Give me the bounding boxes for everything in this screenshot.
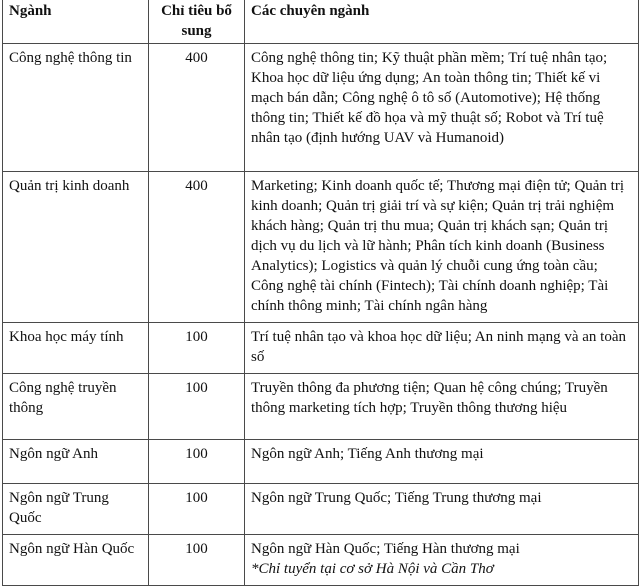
major-cell: Quản trị kinh doanh <box>3 172 149 323</box>
quota-cell: 400 <box>149 44 245 172</box>
table-row <box>3 440 639 484</box>
table-row <box>3 484 639 535</box>
table-header-row <box>3 0 639 44</box>
header-major: Ngành <box>3 0 149 44</box>
table-row <box>3 323 639 374</box>
specializations-text: Ngôn ngữ Hàn Quốc; Tiếng Hàn thương mại <box>251 541 520 557</box>
major-cell: Công nghệ thông tin <box>3 44 149 172</box>
quota-cell: 100 <box>149 440 245 484</box>
quota-cell: 400 <box>149 172 245 323</box>
table-row <box>3 172 639 323</box>
specializations-cell: Công nghệ thông tin; Kỹ thuật phần mềm; Trí tuệ nhân tạo; Khoa học dữ liệu ứng dụng; An toàn thông tin; Thiết kế vi mạch bán dẫn; Công nghệ ô tô số (Automotive); Hệ thống thông tin; Thiết kế đồ họa và mỹ thuật số; Robot và Trí tuệ nhân tạo (định hướng UAV và Humanoid) <box>245 44 639 172</box>
campus-note: *Chỉ tuyển tại cơ sở Hà Nội và Cần Thơ <box>251 561 494 577</box>
majors-table <box>2 0 639 586</box>
quota-cell: 100 <box>149 323 245 374</box>
table-row <box>3 374 639 440</box>
specializations-cell: Truyền thông đa phương tiện; Quan hệ công chúng; Truyền thông marketing tích hợp; Truyền thông thương hiệu <box>245 374 639 440</box>
specializations-cell <box>245 535 639 586</box>
specializations-cell: Ngôn ngữ Trung Quốc; Tiếng Trung thương mại <box>245 484 639 535</box>
specializations-cell: Ngôn ngữ Anh; Tiếng Anh thương mại <box>245 440 639 484</box>
table-row <box>3 535 639 586</box>
specializations-cell: Marketing; Kinh doanh quốc tế; Thương mại điện tử; Quản trị kinh doanh; Quản trị giải trí và sự kiện; Quản trị trải nghiệm khách hàng; Quản trị thu mua; Quản trị khách sạn; Quản trị dịch vụ du lịch và lữ hành; Phân tích kinh doanh (Business Analytics); Logistics và quản lý chuỗi cung ứng toàn cầu; Công nghệ tài chính (Fintech); Tài chính doanh nghiệp; Tài chính thông minh; Tài chính ngân hàng <box>245 172 639 323</box>
major-cell: Ngôn ngữ Hàn Quốc <box>3 535 149 586</box>
quota-cell: 100 <box>149 535 245 586</box>
header-quota: Chỉ tiêu bổ sung <box>149 0 245 44</box>
major-cell: Ngôn ngữ Trung Quốc <box>3 484 149 535</box>
major-cell: Ngôn ngữ Anh <box>3 440 149 484</box>
quota-cell: 100 <box>149 484 245 535</box>
specializations-cell: Trí tuệ nhân tạo và khoa học dữ liệu; An ninh mạng và an toàn số <box>245 323 639 374</box>
header-specializations: Các chuyên ngành <box>245 0 639 44</box>
quota-cell: 100 <box>149 374 245 440</box>
major-cell: Công nghệ truyền thông <box>3 374 149 440</box>
table-row <box>3 44 639 172</box>
major-cell: Khoa học máy tính <box>3 323 149 374</box>
